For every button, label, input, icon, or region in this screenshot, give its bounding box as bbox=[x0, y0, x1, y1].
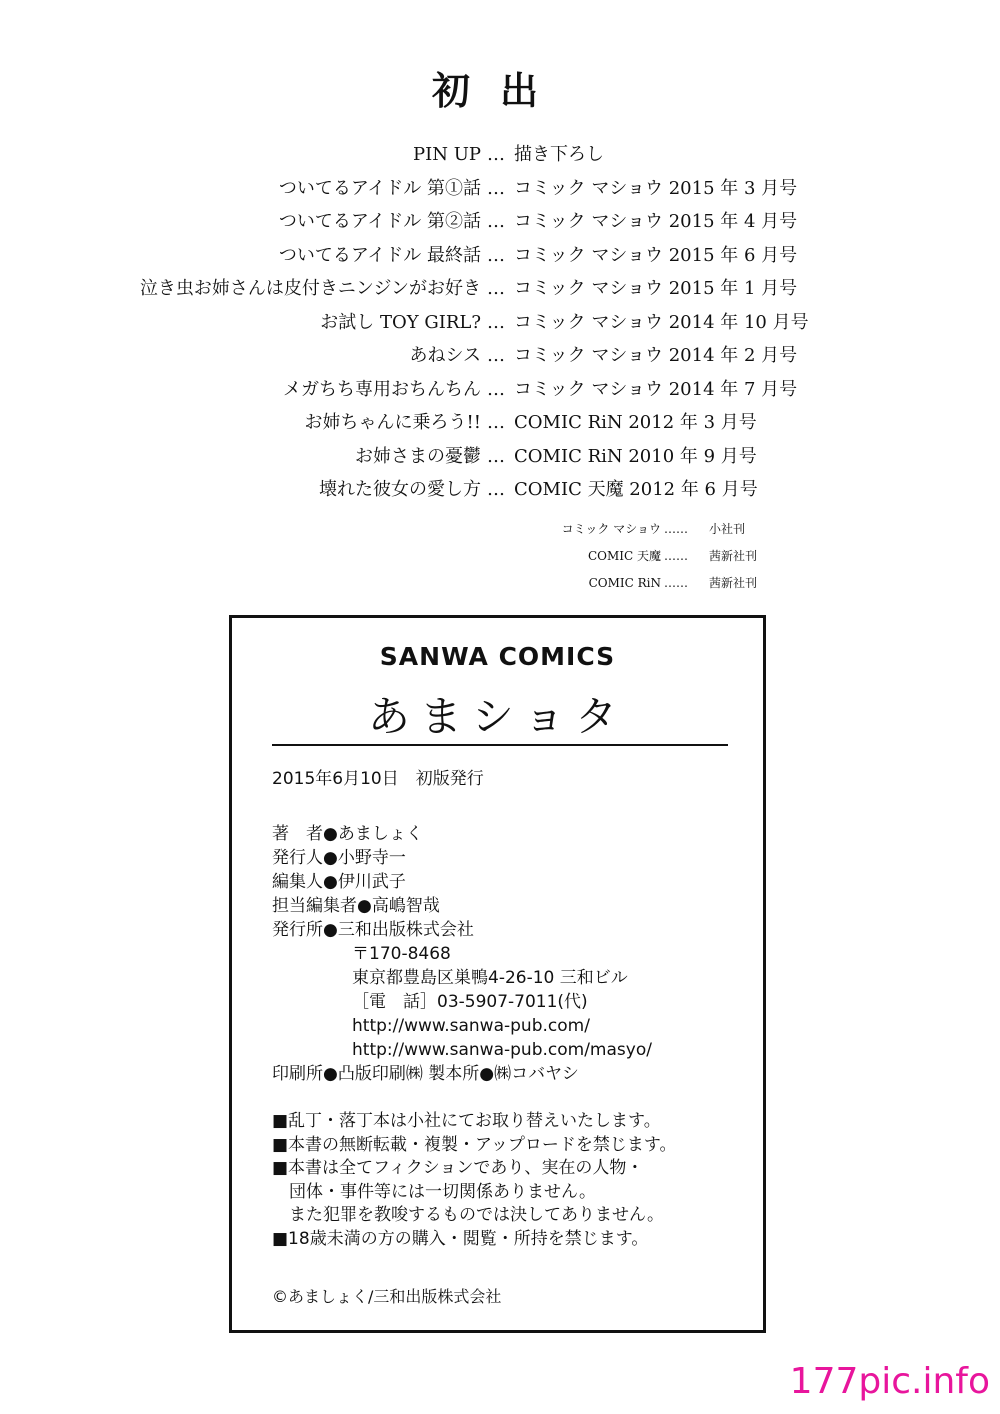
watermark: 177pic.info bbox=[789, 1361, 990, 1402]
source: コミック マショウ 2014 年 10 月号 bbox=[514, 311, 809, 333]
list-item bbox=[0, 138, 1000, 172]
work-title: 泣き虫お姉さんは皮付きニンジンがお好き bbox=[139, 278, 481, 299]
work-title: 壊れた彼女の愛し方 bbox=[319, 479, 481, 500]
list-item bbox=[0, 339, 1000, 373]
separator: … bbox=[487, 311, 505, 333]
notice-line: ■乱丁・落丁本は小社にてお取り替えいたします。 bbox=[272, 1111, 661, 1131]
publisher-name: 茜新社刊 bbox=[709, 549, 758, 563]
separator: … bbox=[487, 345, 505, 366]
separator: … bbox=[487, 378, 505, 400]
url-link: http://www.sanwa-pub.com/masyo/ bbox=[352, 1040, 652, 1060]
source: コミック マショウ 2014 年 2 月号 bbox=[514, 345, 798, 366]
copyright: ©あましょく/三和出版株式会社 bbox=[272, 1287, 502, 1306]
source: COMIC RiN 2012 年 3 月号 bbox=[514, 412, 757, 433]
postal-code: 〒170-8468 bbox=[352, 944, 451, 964]
divider bbox=[272, 744, 728, 746]
notice-line: ■18歳未満の方の購入・閲覧・所持を禁じます。 bbox=[272, 1228, 649, 1249]
credit-publisher-person: 発行人●小野寺一 bbox=[272, 848, 406, 868]
notice-list bbox=[272, 1110, 677, 1251]
list-item bbox=[0, 473, 1000, 507]
list-item bbox=[0, 440, 1000, 474]
url-link: http://www.sanwa-pub.com/ bbox=[352, 1016, 590, 1036]
separator: … bbox=[487, 278, 505, 299]
magazine-name: COMIC 天魔 bbox=[587, 549, 661, 563]
notice-line: また犯罪を教唆するものでは決してありません。 bbox=[272, 1205, 665, 1225]
phone: ［電 話］03-5907-7011(代) bbox=[352, 992, 588, 1012]
credit-editor: 編集人●伊川武子 bbox=[272, 872, 406, 892]
separator: … bbox=[487, 177, 505, 199]
brand-label: SANWA COMICS bbox=[379, 642, 616, 671]
book-title: あまショタ bbox=[367, 692, 628, 741]
work-title: あねシス bbox=[409, 345, 481, 366]
separator: …… bbox=[664, 522, 688, 536]
publisher-item bbox=[0, 570, 1000, 597]
separator: … bbox=[487, 479, 505, 500]
separator: …… bbox=[664, 549, 688, 563]
printing-credit: 印刷所●凸版印刷㈱ 製本所●㈱コバヤシ bbox=[272, 1064, 579, 1084]
work-title: メガちち専用おちんちん bbox=[283, 378, 481, 400]
list-item bbox=[0, 373, 1000, 407]
source: COMIC RiN 2010 年 9 月号 bbox=[514, 445, 757, 467]
source: コミック マショウ 2014 年 7 月号 bbox=[514, 378, 798, 400]
list-item bbox=[0, 172, 1000, 206]
notice-line: ■本書の無断転載・複製・アップロードを禁じます。 bbox=[272, 1134, 677, 1155]
source: コミック マショウ 2015 年 6 月号 bbox=[514, 244, 798, 266]
source: コミック マショウ 2015 年 3 月号 bbox=[514, 177, 798, 199]
separator: … bbox=[487, 244, 505, 266]
magazine-name: COMIC RiN bbox=[588, 576, 661, 590]
separator: … bbox=[487, 412, 505, 433]
staff-credits bbox=[272, 822, 652, 1086]
list-item bbox=[0, 306, 1000, 340]
work-title: お姉さまの憂鬱 bbox=[355, 445, 481, 467]
credit-publisher: 発行所●三和出版株式会社 bbox=[272, 920, 474, 940]
list-item bbox=[0, 239, 1000, 273]
source: COMIC 天魔 2012 年 6 月号 bbox=[514, 479, 758, 500]
publisher-item bbox=[0, 543, 1000, 570]
address: 東京都豊島区巣鴨4-26-10 三和ビル bbox=[352, 968, 628, 988]
source: コミック マショウ 2015 年 4 月号 bbox=[514, 211, 798, 232]
credit-assigned-editor: 担当編集者●高嶋智哉 bbox=[272, 896, 440, 916]
separator: …… bbox=[664, 576, 688, 590]
work-title: お姉ちゃんに乗ろう!! bbox=[304, 412, 481, 433]
work-title: ついてるアイドル 第②話 bbox=[278, 211, 481, 232]
publisher-name: 小社刊 bbox=[709, 522, 746, 536]
source: 描き下ろし bbox=[514, 144, 604, 165]
credit-author: 著 者●あましょく bbox=[272, 824, 423, 844]
first-appearance-list bbox=[0, 138, 1000, 507]
list-item bbox=[0, 205, 1000, 239]
work-title: ついてるアイドル 最終話 bbox=[278, 244, 481, 266]
magazine-name: コミック マショウ bbox=[561, 522, 661, 536]
source: コミック マショウ 2015 年 1 月号 bbox=[514, 278, 798, 299]
separator: … bbox=[487, 445, 505, 467]
publication-date: 2015年6月10日 初版発行 bbox=[272, 769, 484, 789]
work-title: お試し TOY GIRL? bbox=[320, 311, 481, 333]
work-title: ついてるアイドル 第①話 bbox=[278, 177, 481, 199]
list-item bbox=[0, 406, 1000, 440]
list-item bbox=[0, 272, 1000, 306]
colophon-box bbox=[229, 615, 766, 1333]
work-title: PIN UP bbox=[413, 144, 481, 165]
publisher-name: 茜新社刊 bbox=[709, 576, 758, 590]
separator: … bbox=[487, 144, 505, 165]
publisher-item bbox=[0, 516, 1000, 543]
notice-line: 団体・事件等には一切関係ありません。 bbox=[272, 1181, 597, 1202]
notice-line: ■本書は全てフィクションであり、実在の人物・ bbox=[272, 1158, 644, 1178]
separator: … bbox=[487, 211, 505, 232]
publisher-list bbox=[0, 516, 1000, 597]
page-heading: 初出 bbox=[431, 68, 568, 113]
